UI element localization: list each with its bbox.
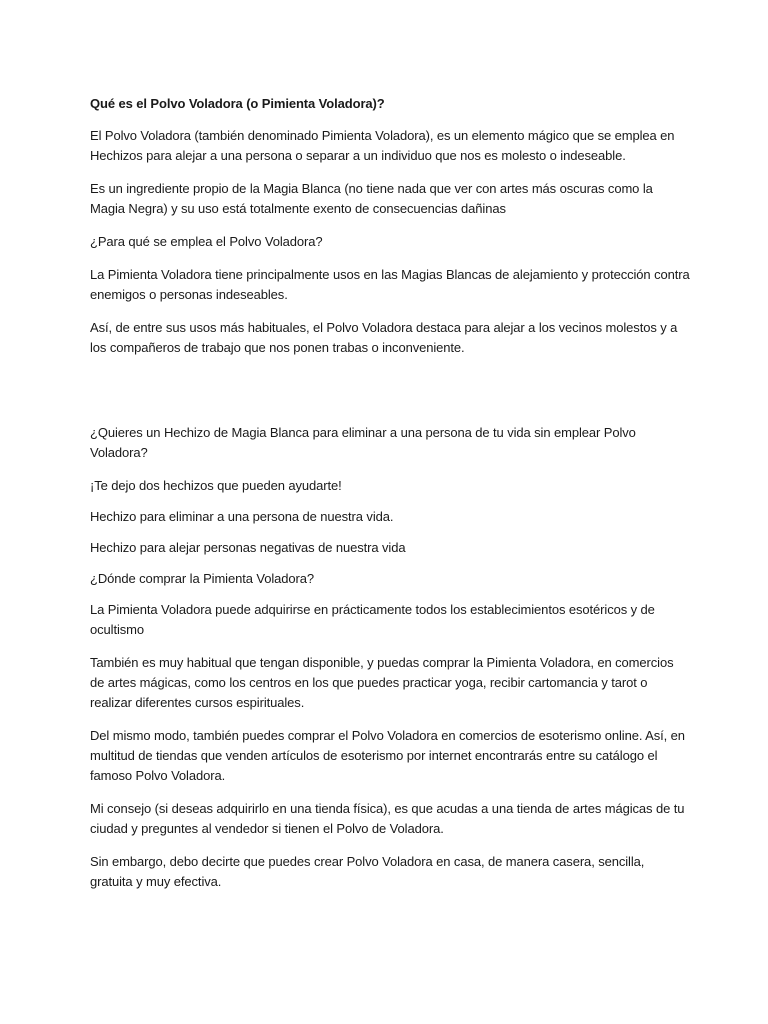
paragraph: También es muy habitual que tengan disponible, y puedas comprar la Pimienta Voladora, en comercios de artes mágicas, como los centros en los que puedes practicar yoga, recibir cartomancia y tarot o realizar diferentes cursos espirituales. [90,655,674,710]
paragraph: Así, de entre sus usos más habituales, el Polvo Voladora destaca para alejar a los vecinos molestos y a los compañeros de trabajo que nos ponen trabas o inconveniente. [90,320,678,355]
paragraph: ¿Quieres un Hechizo de Magia Blanca para eliminar a una persona de tu vida sin emplear Polvo Voladora? [90,425,636,460]
blank-gap [90,371,690,423]
paragraph: Es un ingrediente propio de la Magia Blanca (no tiene nada que ver con artes más oscuras como la Magia Negra) y su uso está totalmente exento de consecuencias dañinas [90,181,653,216]
list-item-spell-link: Hechizo para alejar personas negativas de nuestra vida [90,540,406,555]
paragraph: Mi consejo (si deseas adquirirlo en una tienda física), es que acudas a una tienda de artes mágicas de tu ciudad y preguntes al vendedor si tienen el Polvo de Voladora. [90,801,685,836]
section-question: ¿Dónde comprar la Pimienta Voladora? [90,571,315,586]
paragraph: El Polvo Voladora (también denominado Pimienta Voladora), es un elemento mágico que se emplea en Hechizos para alejar a una persona o separar a un individuo que nos es molesto o indeseable. [90,128,675,163]
document-body [90,94,690,905]
paragraph: La Pimienta Voladora tiene principalmente usos en las Magias Blancas de alejamiento y protección contra enemigos o personas indeseables. [90,267,690,302]
document-title: Qué es el Polvo Voladora (o Pimienta Voladora)? [90,96,385,111]
paragraph: La Pimienta Voladora puede adquirirse en prácticamente todos los establecimientos esotéricos y de ocultismo [90,602,655,637]
paragraph: Sin embargo, debo decirte que puedes crear Polvo Voladora en casa, de manera casera, sencilla, gratuita y muy efectiva. [90,854,645,889]
section-question: ¿Para qué se emplea el Polvo Voladora? [90,234,323,249]
list-item-spell-link: Hechizo para eliminar a una persona de nuestra vida. [90,509,394,524]
paragraph: ¡Te dejo dos hechizos que pueden ayudarte! [90,478,342,493]
paragraph: Del mismo modo, también puedes comprar el Polvo Voladora en comercios de esoterismo online. Así, en multitud de tiendas que venden artículos de esoterismo por internet encontrarás entre su catálogo el famoso Polvo Voladora. [90,728,685,783]
